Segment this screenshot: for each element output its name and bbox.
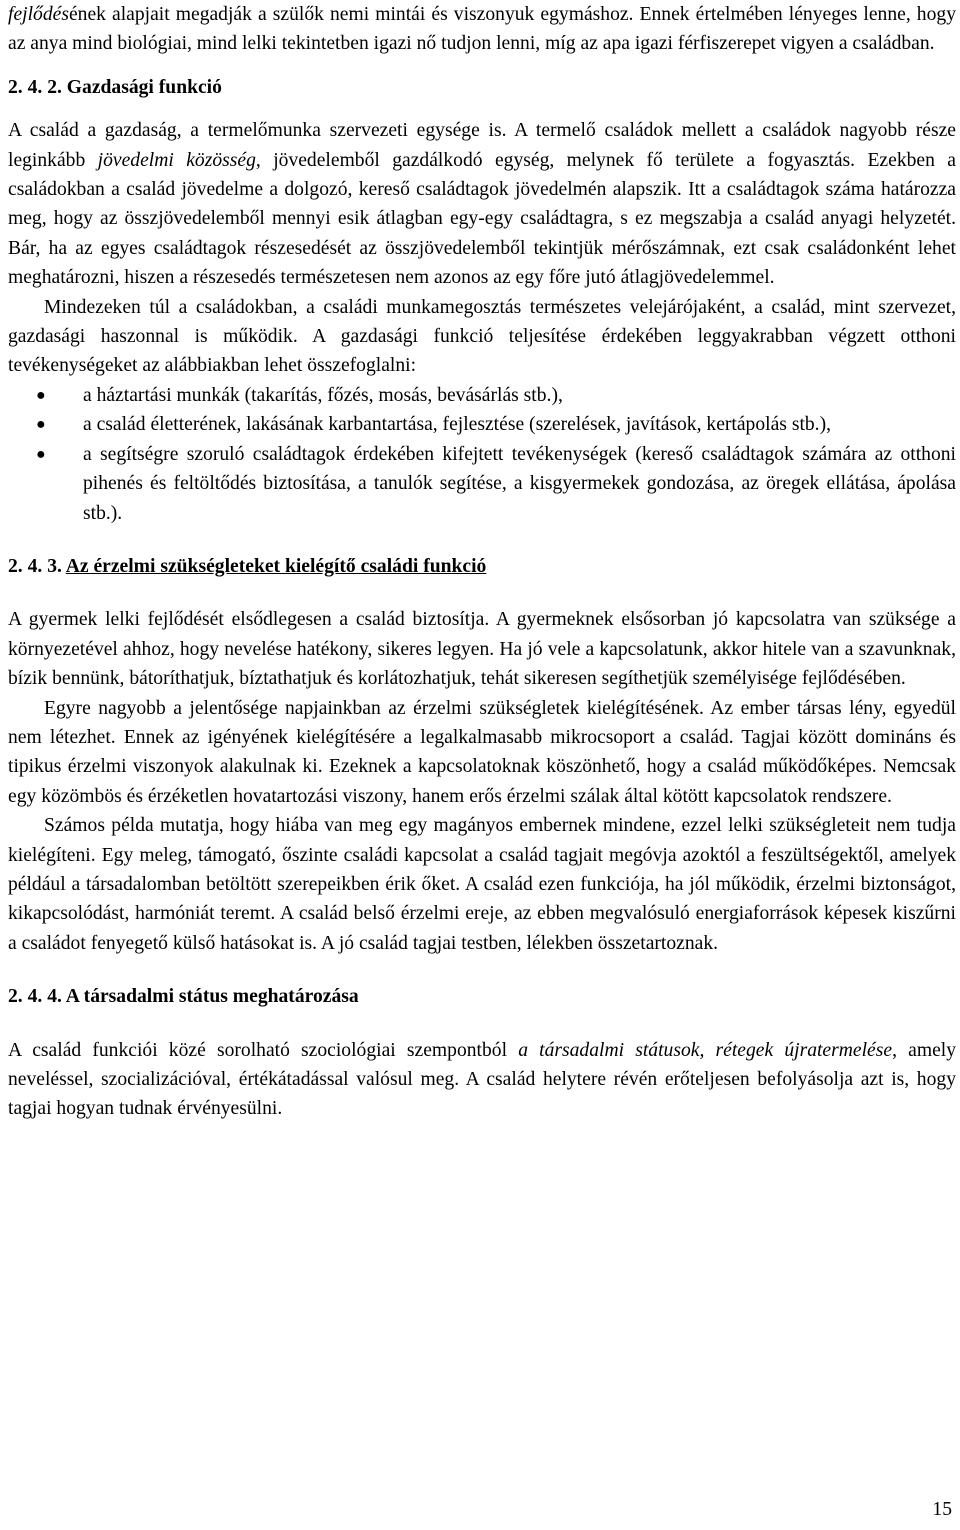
- document-page: [8, 0, 956, 1124]
- section-heading-statusz: 2. 4. 4. A társadalmi státus meghatározása: [8, 986, 359, 1008]
- gazdasagi-paragraph-2: Mindezeken túl a családokban, a családi munkamegosztás természetes velejárójaként, a család, mint szervezet, gazdasági haszonnal is működik. A gazdasági funkció teljesítése érdekében leggyakrabban végzett otthoni tevékenységeket az alábbiakban lehet összefoglalni:: [8, 296, 956, 377]
- gazdasagi-p1-text-b: , jövedelemből gazdálkodó egység, melynek fő területe a fogyasztás. Ezekben a családokban a család jövedelme a dolgozó, kereső családtagok jövedelmén alapszik. Itt a családtagok száma határozza meg, hogy az összjövedelemből mennyi esik átlagban egy-egy családtagra, s ez megszabja a család anyagi helyzetét. Bár, ha az egyes családtagok részesedését az összjövedelemből tekintjük mérőszámnak, ezt csak családonként lehet meghatározni, hiszen a részesedés természetesen nem azonos az egy főre jutó átlagjövedelemmel.: [8, 149, 957, 289]
- statusz-p1-emphasis: a társadalmi státusok, rétegek újratermelése: [518, 1039, 893, 1061]
- section-heading-title: Az érzelmi szükségleteket kielégítő családi funkció: [65, 555, 487, 577]
- list-item: [8, 440, 956, 528]
- list-item-text: a segítségre szoruló családtagok érdekében kifejtett tevékenységek (kereső családtagok számára az otthoni pihenés és feltöltődés biztosítása, a tanulók segítése, a kisgyermekek gondozása, az öregek ellátása, ápolása stb.).: [83, 443, 956, 524]
- list-item-text: a család életterének, lakásának karbantartása, fejlesztése (szerelések, javítások, kertápolás stb.),: [83, 414, 832, 436]
- intro-paragraph: [8, 0, 956, 59]
- bullet-icon: ●: [36, 445, 46, 463]
- gazdasagi-p1-emphasis: jövedelmi közösség: [97, 149, 256, 171]
- intro-emphasis: fejlődés: [8, 4, 69, 25]
- bullet-icon: ●: [36, 416, 46, 434]
- statusz-p1-text-b: , amely neveléssel, szocializációval, értékátadással valósul meg. A család helytere révén erőteljesen befolyásolja azt is, hogy tagjai hogyan tudnak érvényesülni.: [8, 1039, 957, 1120]
- intro-text: ének alapjait megadják a szülők nemi mintái és viszonyuk egymáshoz. Ennek értelmében lényeges lenne, hogy az anya mind biológiai, mind lelki tekintetben igazi nő tudjon lenni, míg az apa igazi férfiszerepet vigyen a családban.: [8, 4, 956, 55]
- section-heading-number: 2. 4. 3.: [8, 555, 66, 577]
- statusz-p1-text-a: A család funkciói közé sorolható szociológiai szempontból: [8, 1039, 519, 1061]
- gazdasagi-paragraph-1: [8, 116, 956, 292]
- erzelmi-paragraph-1: A gyermek lelki fejlődését elsődlegesen a család biztosítja. A gyermeknek elsősorban jó kapcsolatra van szüksége a környezetével ahhoz, hogy nevelése hatékony, sikeres legyen. Ha jó vele a kapcsolatunk, akkor hitele van a szavunknak, bízik bennünk, bátoríthatjuk, bíztathatjuk és korlátozhatjuk, tehát sikeresen segíthetjük személyisége fejlődésében.: [8, 609, 956, 690]
- section-heading-gazdasagi: 2. 4. 2. Gazdasági funkció: [8, 76, 222, 98]
- gazdasagi-p1-text-a: A család a gazdaság, a termelőmunka szervezeti egysége is. A termelő családok mellett a családok nagyobb része leginkább: [8, 120, 956, 171]
- list-item: [8, 410, 956, 439]
- list-item: [8, 381, 956, 410]
- list-item-text: a háztartási munkák (takarítás, főzés, mosás, bevásárlás stb.),: [83, 384, 563, 406]
- bullet-icon: ●: [36, 386, 46, 404]
- section-heading-erzelmi: [8, 552, 956, 581]
- erzelmi-paragraph-2: Egyre nagyobb a jelentősége napjainkban az érzelmi szükségletek kielégítésének. Az ember társas lény, egyedül nem létezhet. Ennek az igényének kielégítésére a legalkalmasabb mikrocsoport a család. Tagjai között domináns és tipikus érzelmi viszonyok alakulnak ki. Ezeknek a kapcsolatoknak köszönhető, hogy a család működőképes. Nemcsak egy közömbös és érzéketlen hovatartozási viszony, hanem erős érzelmi szálak által kötött kapcsolatok rendszere.: [8, 697, 956, 807]
- statusz-paragraph-1: [8, 1036, 956, 1124]
- erzelmi-paragraph-3: Számos példa mutatja, hogy hiába van meg egy magányos embernek mindene, ezzel lelki szükségleteit nem tudja kielégíteni. Egy meleg, támogató, őszinte családi kapcsolat a család tagjait megóvja azoktól a feszültségektől, amelyek például a társadalomban betöltött szerepeikben érik őket. A család ezen funkciója, ha jól működik, érzelmi biztonságot, kikapcsolódást, harmóniát teremt. A család belső érzelmi ereje, az ebben megvalósuló energiaforrások képesek kiszűrni a családot fenyegető külső hatásokat is. A jó család tagjai testben, lélekben összetartoznak.: [8, 815, 956, 954]
- page-number: 15: [932, 1499, 952, 1520]
- activity-list: [8, 381, 956, 528]
